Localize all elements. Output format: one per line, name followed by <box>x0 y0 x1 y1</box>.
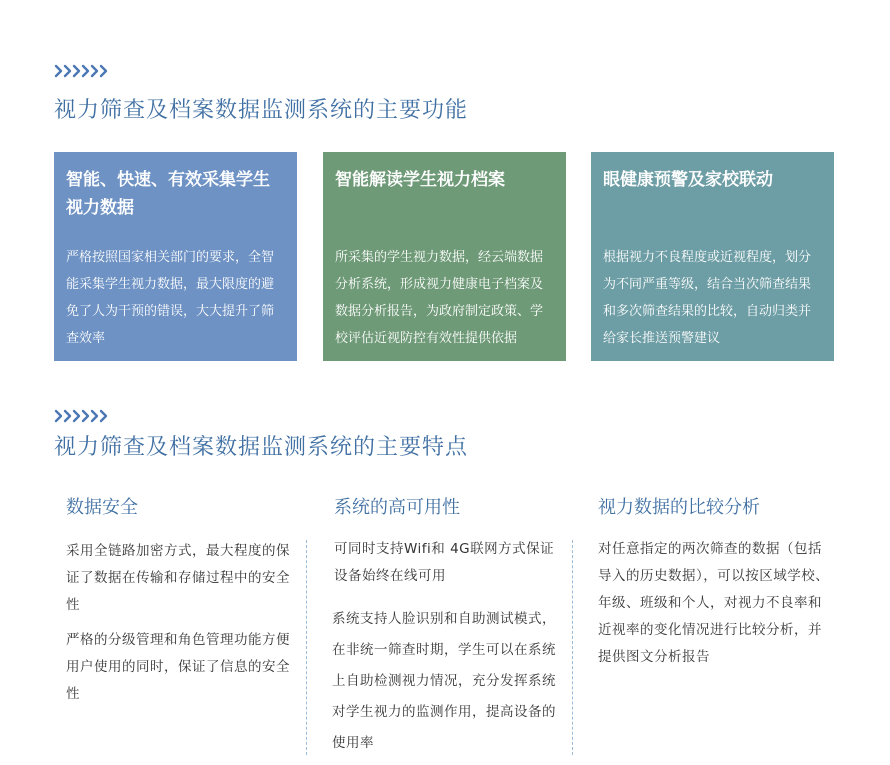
column-divider <box>306 540 307 755</box>
feature-paragraph: 严格的分级管理和角色管理功能方便用户使用的同时，保证了信息的安全性 <box>66 632 290 702</box>
card-text: 根据视力不良程度或近视程度，划分为不同严重等级，结合当次筛查结果和多次筛查结果的比较，自动归类并给家长推送预警建议 <box>603 250 812 346</box>
card-text: 所采集的学生视力数据，经云端数据分析系统，形成视力健康电子档案及数据分析报告，为政府制定政策、学校评估近视防控有效性提供依据 <box>335 250 544 346</box>
feature-title: 系统的高可用性 <box>334 497 460 518</box>
feature-data-security <box>66 496 291 708</box>
feature-card-warning <box>591 152 834 361</box>
chevron-arrows-icon <box>54 409 110 423</box>
feature-paragraph: 可同时支持Wifi和 4G联网方式保证设备始终在线可用 <box>334 541 555 584</box>
section-title-functions: 视力筛查及档案数据监测系统的主要功能 <box>54 98 469 123</box>
chevron-arrows-icon <box>54 64 110 78</box>
feature-comparison-analysis <box>598 496 833 671</box>
feature-card-collection <box>54 152 297 361</box>
section-title-features: 视力筛查及档案数据监测系统的主要特点 <box>54 435 469 460</box>
feature-title: 视力数据的比较分析 <box>598 497 760 518</box>
card-title: 眼健康预警及家校联动 <box>603 170 773 190</box>
card-title: 智能、快速、有效采集学生视力数据 <box>66 170 270 218</box>
card-title: 智能解读学生视力档案 <box>335 170 505 190</box>
feature-title: 数据安全 <box>66 497 138 518</box>
column-divider <box>572 540 573 755</box>
feature-paragraph: 采用全链路加密方式，最大程度的保证了数据在传输和存储过程中的安全性 <box>66 543 290 613</box>
feature-paragraph: 系统支持人脸识别和自助测试模式，在非统一筛查时期，学生可以在系统上自助检测视力情况，充分发挥系统对学生视力的监测作用，提高设备的使用率 <box>332 611 556 751</box>
feature-high-availability <box>332 496 557 759</box>
feature-card-archive <box>323 152 566 361</box>
card-text: 严格按照国家相关部门的要求，全智能采集学生视力数据，最大限度的避免了人为干预的错误，大大提升了筛查效率 <box>66 250 275 346</box>
feature-paragraph: 对任意指定的两次筛查的数据（包括导入的历史数据），可以按区域学校、年级、班级和个人，对视力不良率和近视率的变化情况进行比较分析，并提供图文分析报告 <box>598 541 830 665</box>
